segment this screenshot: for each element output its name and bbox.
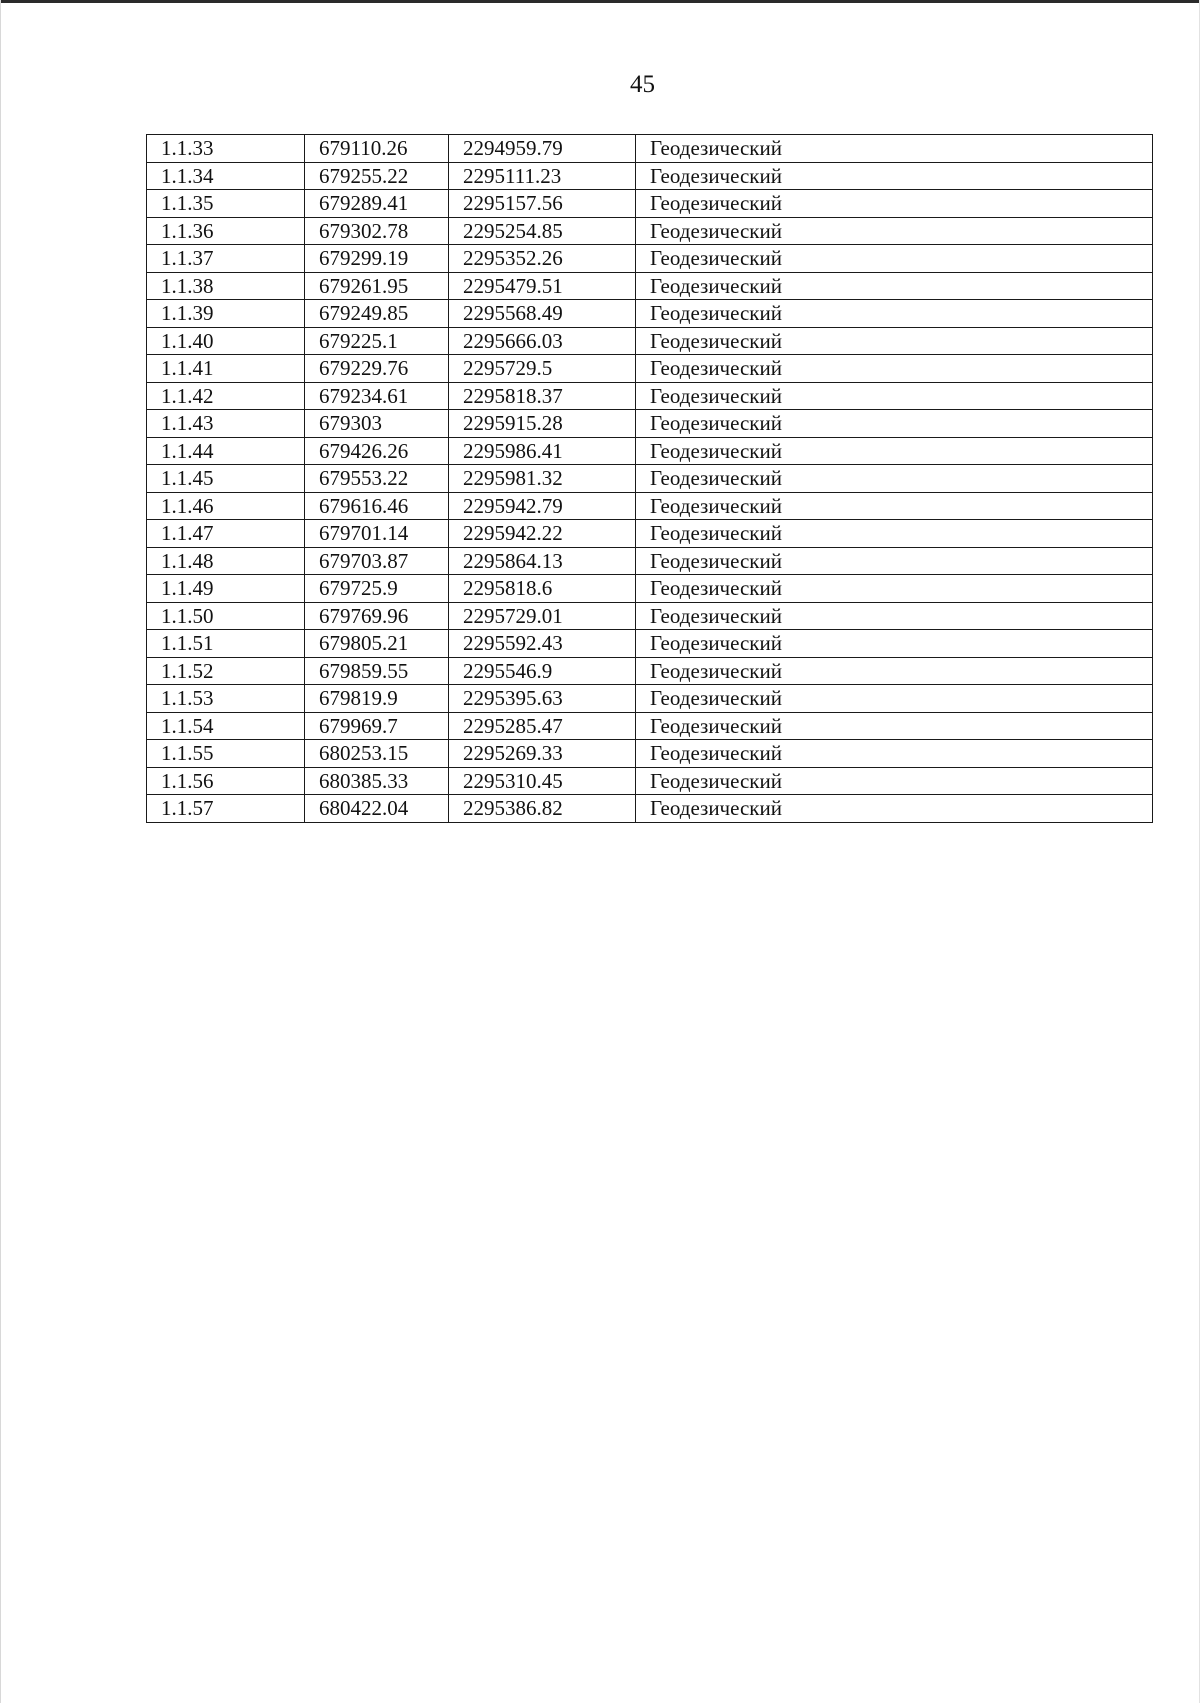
x-coordinate-cell: 679701.14 [305,520,449,548]
x-coordinate-cell: 679299.19 [305,245,449,273]
x-coordinate-cell: 679725.9 [305,575,449,603]
method-cell: Геодезический [636,190,1153,218]
y-coordinate-cell: 2295352.26 [449,245,636,273]
y-coordinate-cell: 2295269.33 [449,740,636,768]
method-cell: Геодезический [636,135,1153,163]
scan-left-edge [0,0,1,1703]
table-row [147,795,1153,823]
x-coordinate-cell: 679261.95 [305,272,449,300]
y-coordinate-cell: 2295310.45 [449,767,636,795]
point-id-cell: 1.1.45 [147,465,305,493]
method-cell: Геодезический [636,217,1153,245]
method-cell: Геодезический [636,327,1153,355]
table-row [147,300,1153,328]
x-coordinate-cell: 679819.9 [305,685,449,713]
table-row [147,547,1153,575]
point-id-cell: 1.1.49 [147,575,305,603]
x-coordinate-cell: 679229.76 [305,355,449,383]
method-cell: Геодезический [636,437,1153,465]
table-row [147,492,1153,520]
table-row [147,685,1153,713]
x-coordinate-cell: 679805.21 [305,630,449,658]
y-coordinate-cell: 2295818.6 [449,575,636,603]
point-id-cell: 1.1.56 [147,767,305,795]
x-coordinate-cell: 679769.96 [305,602,449,630]
table-row [147,602,1153,630]
y-coordinate-cell: 2295285.47 [449,712,636,740]
point-id-cell: 1.1.37 [147,245,305,273]
method-cell: Геодезический [636,300,1153,328]
x-coordinate-cell: 679303 [305,410,449,438]
table-row [147,630,1153,658]
point-id-cell: 1.1.46 [147,492,305,520]
point-id-cell: 1.1.50 [147,602,305,630]
y-coordinate-cell: 2295818.37 [449,382,636,410]
y-coordinate-cell: 2294959.79 [449,135,636,163]
point-id-cell: 1.1.36 [147,217,305,245]
x-coordinate-cell: 680253.15 [305,740,449,768]
x-coordinate-cell: 679249.85 [305,300,449,328]
point-id-cell: 1.1.35 [147,190,305,218]
y-coordinate-cell: 2295479.51 [449,272,636,300]
x-coordinate-cell: 679426.26 [305,437,449,465]
x-coordinate-cell: 679969.7 [305,712,449,740]
method-cell: Геодезический [636,465,1153,493]
method-cell: Геодезический [636,795,1153,823]
point-id-cell: 1.1.44 [147,437,305,465]
method-cell: Геодезический [636,492,1153,520]
table-row [147,410,1153,438]
table-row [147,437,1153,465]
point-id-cell: 1.1.53 [147,685,305,713]
y-coordinate-cell: 2295395.63 [449,685,636,713]
method-cell: Геодезический [636,245,1153,273]
point-id-cell: 1.1.57 [147,795,305,823]
y-coordinate-cell: 2295986.41 [449,437,636,465]
table-row [147,190,1153,218]
y-coordinate-cell: 2295729.5 [449,355,636,383]
point-id-cell: 1.1.55 [147,740,305,768]
y-coordinate-cell: 2295864.13 [449,547,636,575]
x-coordinate-cell: 679859.55 [305,657,449,685]
method-cell: Геодезический [636,272,1153,300]
y-coordinate-cell: 2295157.56 [449,190,636,218]
method-cell: Геодезический [636,712,1153,740]
table-row [147,355,1153,383]
table-row [147,520,1153,548]
table-row [147,327,1153,355]
x-coordinate-cell: 679302.78 [305,217,449,245]
table-row [147,767,1153,795]
point-id-cell: 1.1.40 [147,327,305,355]
point-id-cell: 1.1.33 [147,135,305,163]
point-id-cell: 1.1.42 [147,382,305,410]
page-number: 45 [630,71,655,98]
table-row [147,245,1153,273]
table-row [147,740,1153,768]
point-id-cell: 1.1.52 [147,657,305,685]
y-coordinate-cell: 2295666.03 [449,327,636,355]
y-coordinate-cell: 2295386.82 [449,795,636,823]
y-coordinate-cell: 2295981.32 [449,465,636,493]
coordinates-table-body [147,135,1153,823]
point-id-cell: 1.1.51 [147,630,305,658]
method-cell: Геодезический [636,740,1153,768]
method-cell: Геодезический [636,162,1153,190]
method-cell: Геодезический [636,547,1153,575]
table-row [147,575,1153,603]
method-cell: Геодезический [636,685,1153,713]
method-cell: Геодезический [636,630,1153,658]
x-coordinate-cell: 679110.26 [305,135,449,163]
x-coordinate-cell: 679553.22 [305,465,449,493]
point-id-cell: 1.1.43 [147,410,305,438]
method-cell: Геодезический [636,767,1153,795]
table-row [147,217,1153,245]
x-coordinate-cell: 679255.22 [305,162,449,190]
y-coordinate-cell: 2295942.22 [449,520,636,548]
x-coordinate-cell: 679703.87 [305,547,449,575]
y-coordinate-cell: 2295729.01 [449,602,636,630]
table-row [147,657,1153,685]
y-coordinate-cell: 2295568.49 [449,300,636,328]
y-coordinate-cell: 2295942.79 [449,492,636,520]
point-id-cell: 1.1.47 [147,520,305,548]
y-coordinate-cell: 2295592.43 [449,630,636,658]
method-cell: Геодезический [636,657,1153,685]
table-row [147,382,1153,410]
x-coordinate-cell: 680422.04 [305,795,449,823]
y-coordinate-cell: 2295111.23 [449,162,636,190]
point-id-cell: 1.1.41 [147,355,305,383]
scan-top-edge [0,0,1200,3]
method-cell: Геодезический [636,382,1153,410]
point-id-cell: 1.1.48 [147,547,305,575]
table-row [147,712,1153,740]
coordinates-table [146,134,1153,823]
point-id-cell: 1.1.34 [147,162,305,190]
table-row [147,465,1153,493]
point-id-cell: 1.1.54 [147,712,305,740]
point-id-cell: 1.1.39 [147,300,305,328]
x-coordinate-cell: 679234.61 [305,382,449,410]
x-coordinate-cell: 679289.41 [305,190,449,218]
method-cell: Геодезический [636,575,1153,603]
method-cell: Геодезический [636,410,1153,438]
x-coordinate-cell: 680385.33 [305,767,449,795]
method-cell: Геодезический [636,355,1153,383]
y-coordinate-cell: 2295915.28 [449,410,636,438]
table-row [147,135,1153,163]
method-cell: Геодезический [636,520,1153,548]
y-coordinate-cell: 2295254.85 [449,217,636,245]
method-cell: Геодезический [636,602,1153,630]
point-id-cell: 1.1.38 [147,272,305,300]
table-row [147,272,1153,300]
y-coordinate-cell: 2295546.9 [449,657,636,685]
table-row [147,162,1153,190]
x-coordinate-cell: 679225.1 [305,327,449,355]
x-coordinate-cell: 679616.46 [305,492,449,520]
